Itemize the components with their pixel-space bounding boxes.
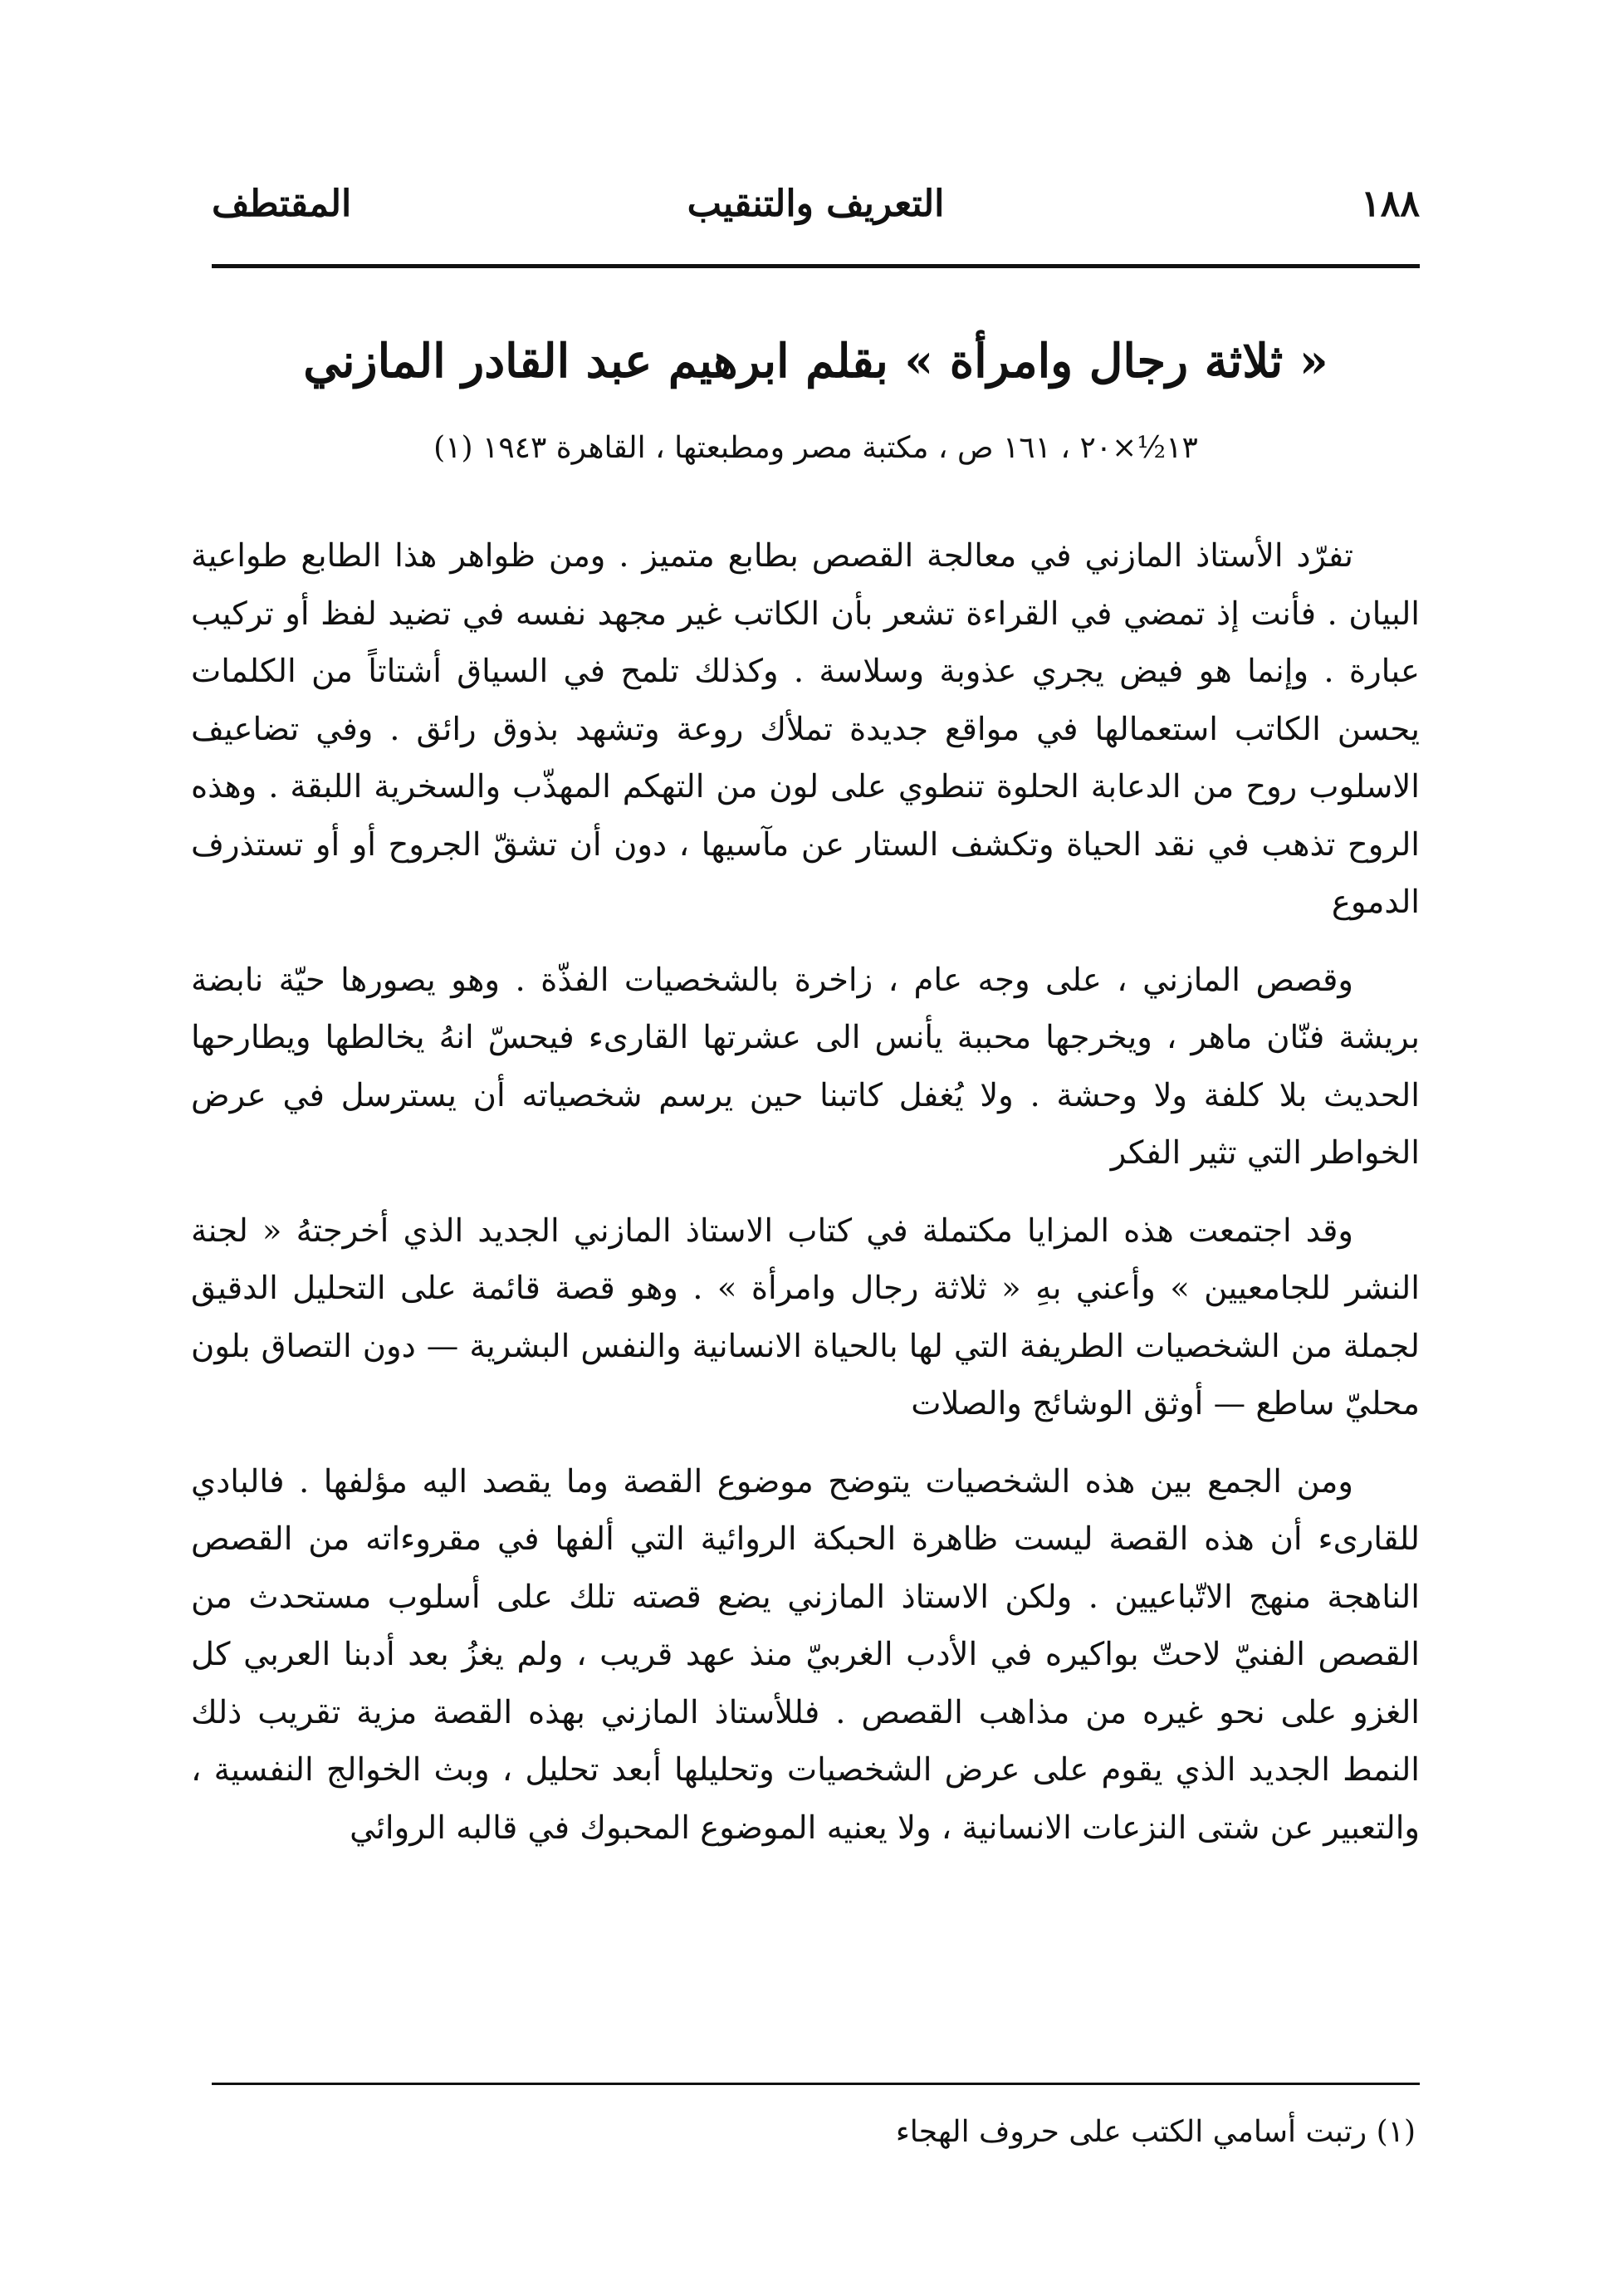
review-title: « ثلاثة رجال وامرأة » بقلم ابرهيم عبد القادر المازني (303, 334, 1328, 389)
section-title: التعريف والتنقيب (687, 183, 945, 225)
journal-name: المقتطف (212, 183, 352, 225)
page-number: ١٨٨ (1361, 183, 1420, 225)
footnote-divider (212, 2083, 1420, 2085)
review-publication-details: ١٣½×٢٠ ، ١٦١ ص ، مكتبة مصر ومطبعتها ، القاهرة ١٩٤٣ (١) (433, 431, 1198, 465)
paragraph: تفرّد الأستاذ المازني في معالجة القصص بطابع متميز . ومن ظواهر هذا الطابع طواعية البيان . فأنت إذ تمضي في القراءة تشعر بأن الكاتب غير مجهد نفسه في تضيد لفظ أو تركيب عبارة . وإنما هو فيض يجري عذوبة وسلاسة . وكذلك تلمح في السياق أشتاتاً من الكلمات يحسن الكاتب استعمالها في مواقع جديدة تملأك روعة وتشهد بذوق رائق . وفي تضاعيف الاسلوب روح من الدعابة الحلوة تنطوي على لون من التهكم المهذّب والسخرية اللبقة . وهذه الروح تذهب في نقد الحياة وتكشف الستار عن مآسيها ، دون أن تشقّ الجروح أو أو تستذرف الدموع (191, 537, 1420, 921)
article-body (191, 527, 1420, 1877)
paragraph: وقصص المازني ، على وجه عام ، زاخرة بالشخصيات الفذّة . وهو يصورها حيّة نابضة بريشة فنّان ماهر ، ويخرجها محببة يأنس الى عشرتها القارىء فيحسّ انهُ يخالطها ويطارحها الحديث بلا كلفة ولا وحشة . ولا يُغفل كاتبنا حين يرسم شخصياته أن يسترسل في عرض الخواطر التي تثير الفكر (191, 961, 1420, 1172)
paragraph: وقد اجتمعت هذه المزايا مكتملة في كتاب الاستاذ المازني الجديد الذي أخرجتهُ « لجنة النشر للجامعيين » وأعني بهِ « ثلاثة رجال وامرأة » . وهو قصة قائمة على التحليل الدقيق لجملة من الشخصيات الطريفة التي لها بالحياة الانسانية والنفس البشرية — دون التصاق بلون محليّ ساطع — أوثق الوشائج والصلات (191, 1212, 1420, 1422)
header-divider (212, 264, 1420, 268)
page-header (212, 183, 1420, 241)
footnote: (١) رتبت أسامي الكتب على حروف الهجاء (895, 2115, 1416, 2149)
paragraph: ومن الجمع بين هذه الشخصيات يتوضح موضوع القصة وما يقصد اليه مؤلفها . فالبادي للقارىء أن هذه القصة ليست ظاهرة الحبكة الروائية التي ألفها في مقروءاته من القصص الناهجة منهج الاتّباعيين . ولكن الاستاذ المازني يضع قصته تلك على أسلوب مستحدث من القصص الفنيّ لاحتّ بواكيره في الأدب الغربيّ منذ عهد قريب ، ولم يغزُ بعد أدبنا العربي كل الغزو على نحو غيره من مذاهب القصص . فللأستاذ المازني بهذه القصة مزية تقريب ذلك النمط الجديد الذي يقوم على عرض الشخصيات وتحليلها أبعد تحليل ، وبث الخوالج النفسية ، والتعبير عن شتى النزعات الانسانية ، ولا يعنيه الموضوع المحبوك في قالبه الروائي (191, 1462, 1420, 1847)
